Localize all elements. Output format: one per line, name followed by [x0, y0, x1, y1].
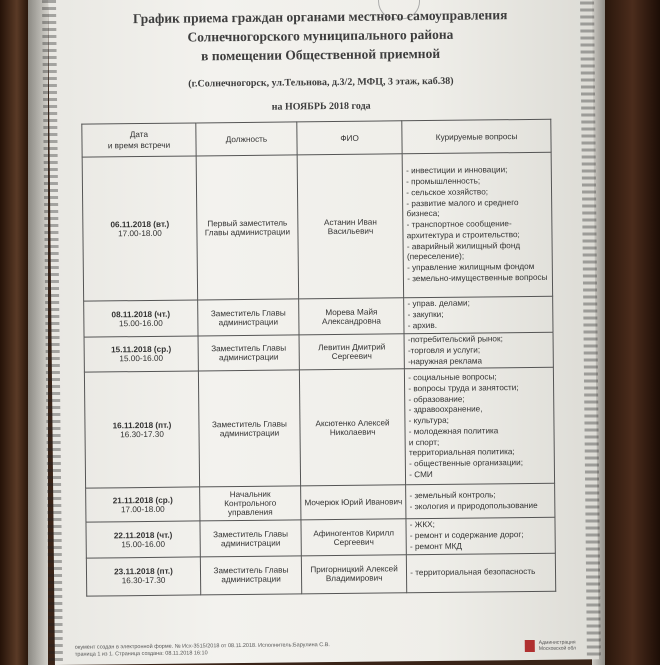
topic-item: - управление жилищным фондом: [407, 262, 535, 273]
topic-item: - архив.: [407, 320, 438, 331]
title-line-1: График приема граждан органами местного самоуправления: [132, 7, 508, 27]
header-fio: ФИО: [297, 121, 403, 155]
topic-item: - ЖКХ;: [409, 520, 435, 530]
cell-position: Заместитель Главы администрации: [200, 556, 301, 595]
topic-item: - ремонт МКД: [409, 541, 463, 552]
topic-item: - общественные организации;: [409, 458, 523, 469]
meeting-date: 23.11.2018 (пт.): [114, 567, 173, 577]
table-row: [86, 484, 555, 523]
header-date: Дата и время встречи: [82, 123, 196, 157]
meeting-date: 22.11.2018 (чт.): [113, 530, 173, 540]
topic-item: - транспортное сообщение- архитектура и строительство;: [406, 219, 520, 241]
cell-topics: [402, 152, 552, 298]
meeting-time: 17.00-18.00: [118, 228, 162, 238]
cell-date: [84, 336, 198, 373]
topic-item: -торговля и услуги;: [407, 345, 481, 356]
window-frame-left: [0, 0, 28, 665]
meeting-date: 15.11.2018 (ср.): [111, 344, 172, 355]
topic-item: - социальные вопросы;: [408, 372, 497, 383]
topic-item: - аварийный жилищный фонд (переселение);: [406, 240, 521, 262]
topic-item: - здравоохранение,: [408, 404, 483, 415]
cell-position: Начальник Контрольного управления: [200, 486, 301, 521]
topic-item: - СМИ: [409, 470, 433, 480]
cell-topics: [406, 518, 555, 555]
topic-item: - земельный контроль;: [409, 490, 496, 501]
topic-item: - образование;: [408, 394, 465, 404]
cell-topics: [404, 296, 553, 334]
header-position: Должность: [196, 122, 297, 156]
meeting-date: 16.11.2018 (пт.): [112, 420, 172, 431]
meeting-date: 06.11.2018 (вт.): [110, 219, 170, 229]
cell-topics: [404, 332, 553, 369]
cell-date: [82, 156, 197, 301]
schedule-table: [81, 119, 556, 597]
topic-item: - культура;: [408, 415, 449, 426]
cell-fio: Афиногентов Кирилл Сергеевич: [301, 519, 407, 555]
cell-fio: Морева Майя Александровна: [299, 298, 405, 335]
topic-item: -потребительский рынок;: [407, 334, 503, 345]
topic-item: - земельно-имущественные вопросы: [407, 272, 548, 284]
footer-org: Администрация Московской обл: [538, 639, 577, 652]
topic-item: - территориальная безопасность: [410, 566, 536, 578]
meeting-time: 16.30-17.30: [121, 576, 166, 586]
header-topics: Курируемые вопросы: [402, 119, 551, 154]
meeting-time: 15.00-16.00: [119, 354, 164, 364]
document-footer: [75, 640, 575, 659]
topic-item: - инвестиции и инновации;: [405, 165, 508, 176]
cell-topics: [405, 368, 555, 486]
meeting-date: 08.11.2018 (чт.): [111, 309, 171, 319]
cell-date: [86, 487, 200, 522]
cell-fio: Левитин Дмитрий Сергеевич: [299, 334, 405, 370]
topic-item: -наружная реклама: [407, 356, 483, 366]
cell-date: [86, 521, 200, 558]
cell-date: [84, 371, 199, 488]
title-line-2: Солнечногорского муниципального района: [187, 26, 454, 45]
topic-item: - сельское хозяйство;: [406, 187, 489, 197]
cell-date: [86, 557, 200, 596]
address-line: (г.Солнечногорск, ул.Тельнова, д.3/2, МФЦ, 3 этаж, каб.38): [188, 75, 454, 90]
topic-item: территориальная политика;: [408, 447, 515, 458]
table-row: [86, 518, 555, 558]
month-line: на НОЯБРЬ 2018 года: [271, 100, 371, 113]
table-row: [84, 296, 553, 337]
cell-fio: Астанин Иван Васильевич: [297, 154, 404, 299]
topic-item: - управ. делами;: [407, 298, 470, 309]
window-frame-right: [605, 0, 660, 665]
meeting-date: 21.11.2018 (ср.): [112, 495, 173, 506]
footer-line-2: траница 1 из 1. Страница создана: 08.11.2018 16:10: [74, 650, 208, 658]
topic-item: - молодежная политика: [408, 426, 499, 437]
notice-paper: [48, 0, 599, 665]
topic-item: - ремонт и содержание дорог;: [409, 530, 524, 541]
cell-topics: [407, 553, 556, 593]
cell-fio: Пригорницкий Алексей Владимирович: [301, 555, 407, 594]
topic-item: - развитие малого и среднего бизнеса;: [406, 197, 519, 219]
cell-position: Заместитель Главы администрации: [198, 335, 299, 371]
topic-item: - вопросы труда и занятости;: [408, 382, 519, 393]
meeting-time: 15.00-16.00: [121, 539, 166, 549]
topic-item: - закупки;: [407, 309, 444, 320]
table-row: [84, 368, 554, 489]
table-row: [82, 152, 552, 301]
meeting-time: 17.00-18.00: [120, 504, 165, 515]
table-row: [86, 553, 555, 596]
footer-line-1: окумент создан в электронной форме. № Исх-3515/2018 от 08.11.2018. Исполнитель:Барулина С.В.: [74, 642, 330, 651]
topic-item: и спорт;: [408, 437, 440, 447]
document-title: [48, 4, 593, 67]
coat-of-arms-icon: [525, 640, 535, 652]
cell-position: Заместитель Главы администрации: [198, 299, 299, 336]
cell-fio: Аксютенко Алексей Николаевич: [299, 369, 406, 486]
cell-topics: [406, 484, 555, 520]
title-line-3: в помещении Общественной приемной: [201, 45, 441, 64]
meeting-time: 16.30-17.30: [120, 429, 164, 440]
meeting-time: 15.00-16.00: [118, 318, 163, 328]
cell-date: [84, 300, 198, 337]
table-header-row: [82, 119, 551, 157]
cell-position: Первый заместитель Главы администрации: [196, 155, 298, 300]
topic-item: - экология и природопользование: [409, 500, 538, 512]
topic-item: - промышленность;: [406, 176, 481, 187]
cell-position: Заместитель Главы администрации: [198, 370, 300, 487]
table-row: [84, 332, 553, 372]
cell-fio: Мочерюк Юрий Иванович: [301, 485, 407, 520]
cell-position: Заместитель Главы администрации: [200, 520, 301, 556]
